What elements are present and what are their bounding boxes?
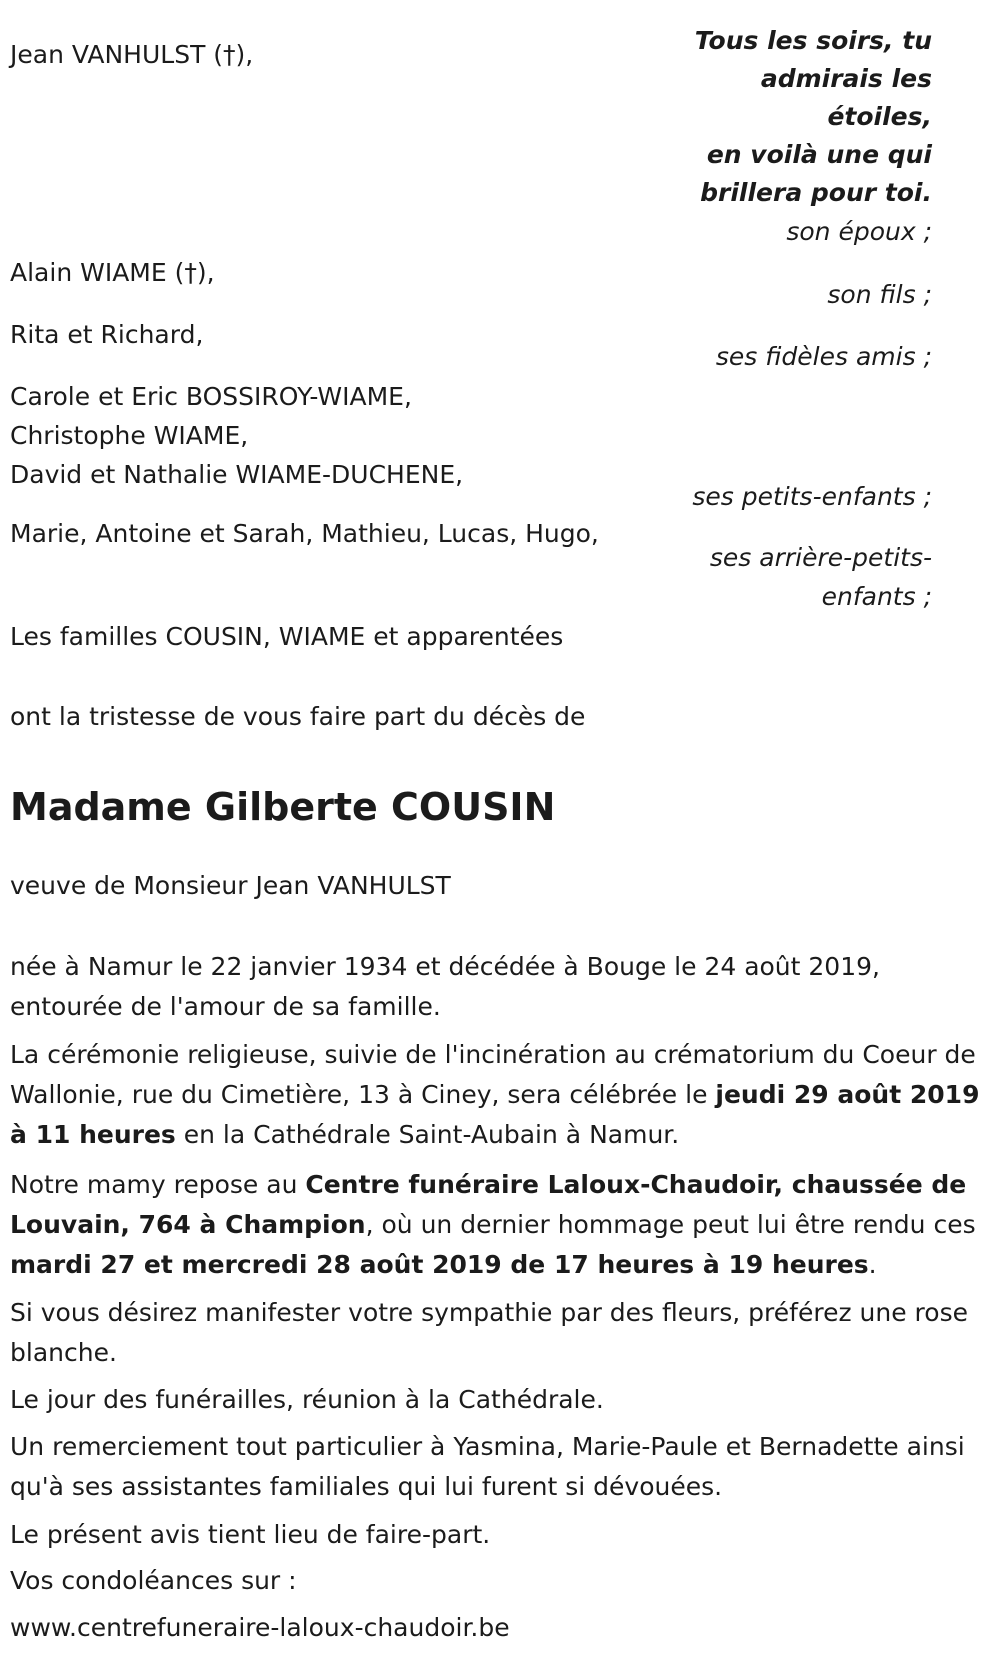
grandchild-line: Christophe WIAME, xyxy=(10,421,249,450)
son-relation: son fils ; xyxy=(827,280,932,309)
grandchild-line: David et Nathalie WIAME-DUCHENE, xyxy=(10,460,464,489)
great-grandchildren-relation: enfants ; xyxy=(821,582,932,611)
families-line: Les familles COUSIN, WIAME et apparentées xyxy=(10,622,564,651)
ceremony-text: La cérémonie religieuse, suivie de l'incinération au crématorium du Coeur de Wallonie, rue du Cimetière, 13 à Ciney, sera célébrée le xyxy=(10,1040,976,1109)
ceremony-paragraph xyxy=(10,1035,995,1155)
poem-line: admirais les xyxy=(760,64,932,93)
spouse-name: Jean VANHULST (†), xyxy=(10,40,254,69)
rest-paragraph xyxy=(10,1165,995,1285)
grandchild-line: Carole et Eric BOSSIROY-WIAME, xyxy=(10,382,412,411)
flowers-paragraph: Si vous désirez manifester votre sympathie par des fleurs, préférez une rose blanche. xyxy=(10,1298,968,1367)
friends-relation: ses fidèles amis ; xyxy=(715,342,932,371)
friends-name: Rita et Richard, xyxy=(10,320,204,349)
widow-of: veuve de Monsieur Jean VANHULST xyxy=(10,871,451,900)
rest-text: . xyxy=(868,1250,877,1279)
notice-paragraph: Le présent avis tient lieu de faire-part. xyxy=(10,1520,491,1549)
birth-death-paragraph: née à Namur le 22 janvier 1934 et décédée à Bouge le 24 août 2019, entourée de l'amour de sa famille. xyxy=(10,952,880,1021)
great-grandchildren-names: Marie, Antoine et Sarah, Mathieu, Lucas, Hugo, xyxy=(10,519,599,548)
ceremony-place: en la Cathédrale Saint-Aubain à Namur. xyxy=(175,1120,680,1149)
condolences-label: Vos condoléances sur : xyxy=(10,1566,297,1595)
poem-line: en voilà une qui xyxy=(706,140,932,169)
grandchildren-relation: ses petits-enfants ; xyxy=(692,482,932,511)
rest-text: , où un dernier hommage peut lui être rendu ces xyxy=(365,1210,976,1239)
poem-line: brillera pour toi. xyxy=(700,178,932,207)
deceased-name: Madame Gilberte COUSIN xyxy=(10,785,556,829)
rest-text: Notre mamy repose au xyxy=(10,1170,306,1199)
rest-hours: mardi 27 et mercredi 28 août 2019 de 17 heures à 19 heures xyxy=(10,1250,869,1279)
great-grandchildren-relation: ses arrière-petits- xyxy=(709,543,932,572)
poem xyxy=(632,22,932,212)
spouse-relation: son époux ; xyxy=(786,217,932,246)
son-name: Alain WIAME (†), xyxy=(10,258,215,287)
website-link[interactable]: www.centrefuneraire-laloux-chaudoir.be xyxy=(10,1613,510,1642)
ceremony-date: jeudi 29 août 2019 à 11 heures xyxy=(10,1080,980,1149)
thanks-paragraph: Un remerciement tout particulier à Yasmina, Marie-Paule et Bernadette ainsi qu'à ses assistantes familiales qui lui furent si dévouées. xyxy=(10,1432,965,1501)
announcement: ont la tristesse de vous faire part du décès de xyxy=(10,702,586,731)
funeral-day-paragraph: Le jour des funérailles, réunion à la Cathédrale. xyxy=(10,1385,604,1414)
poem-line: étoiles, xyxy=(827,102,932,131)
rest-location: Centre funéraire Laloux-Chaudoir, chaussée de Louvain, 764 à Champion xyxy=(10,1170,967,1239)
poem-line: Tous les soirs, tu xyxy=(694,26,932,55)
